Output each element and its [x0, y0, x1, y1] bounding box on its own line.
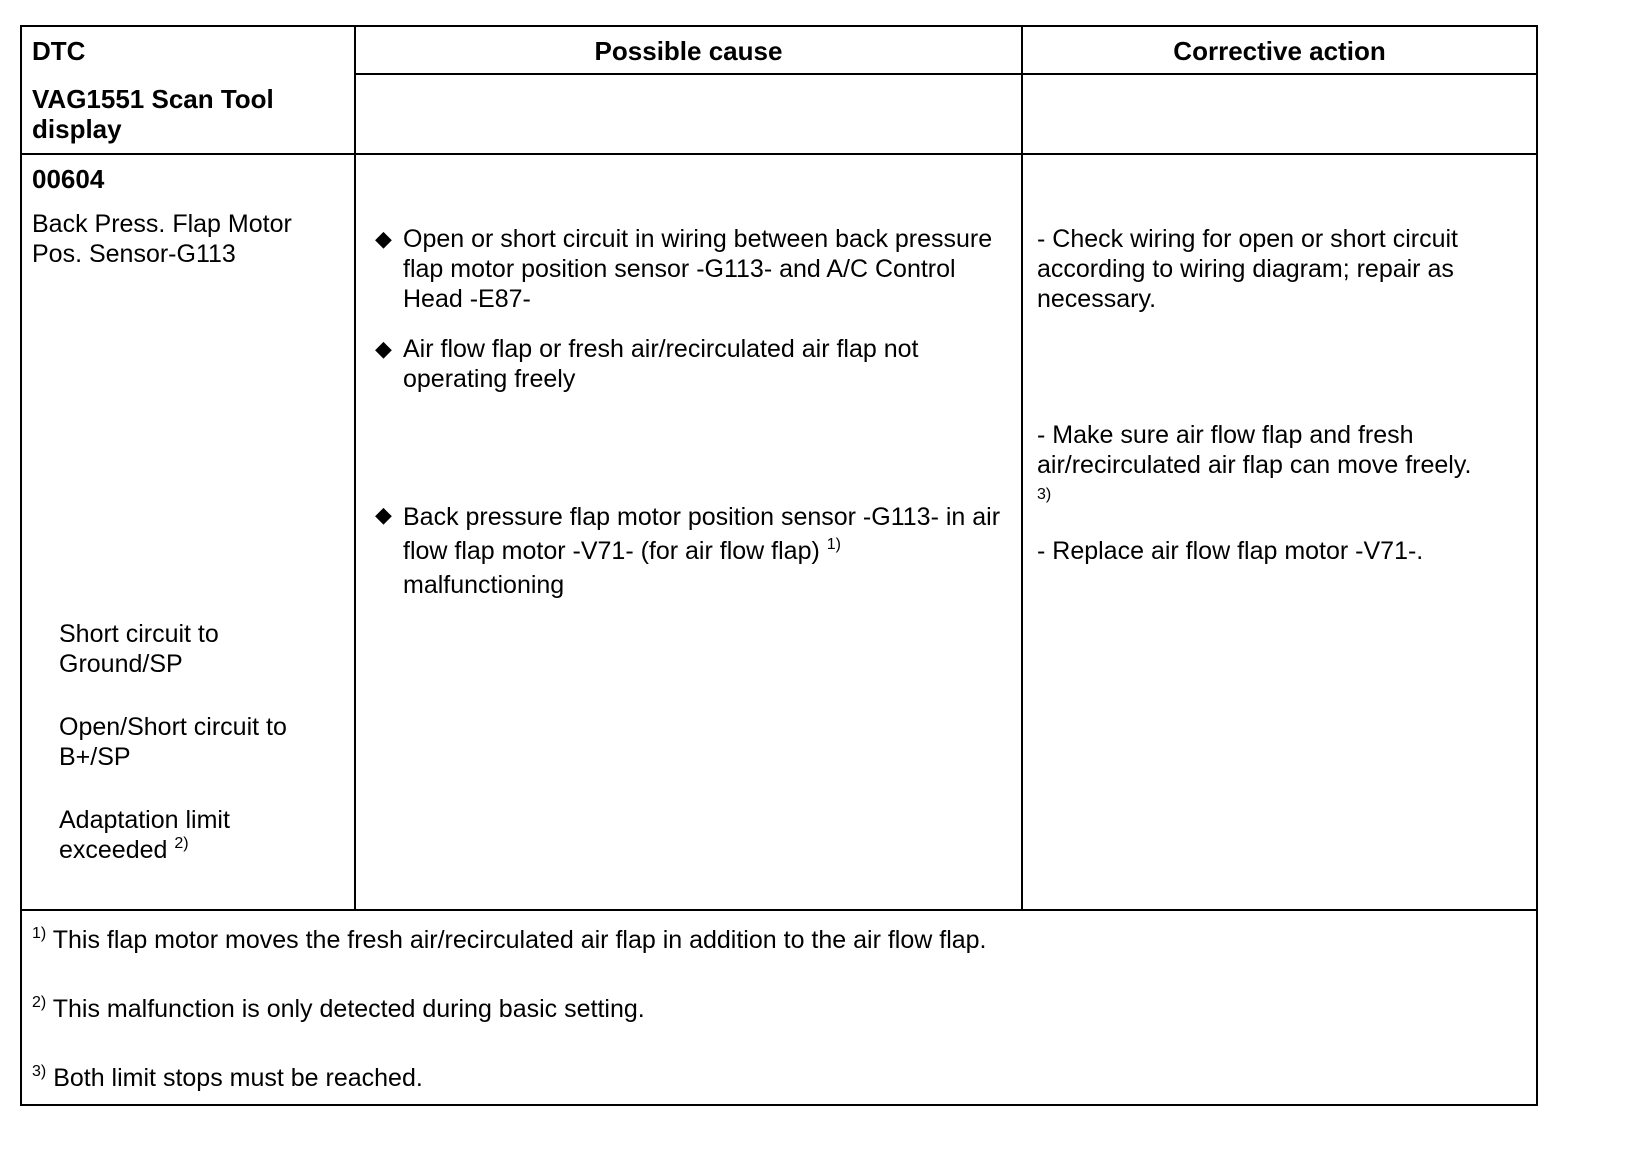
row-divider: [22, 153, 1536, 155]
footnote-mark: 1): [32, 925, 47, 942]
row-divider: [22, 909, 1536, 911]
footnote: [32, 1063, 1522, 1093]
action-text: - Make sure air flow flap and fresh air/recirculated air flap can move freely.: [1037, 421, 1472, 479]
header-possible-cause: Possible cause: [594, 36, 783, 66]
action-item: - Check wiring for open or short circuit according to wiring diagram; repair as necessary.: [1037, 225, 1458, 313]
dtc-condition: Short circuit to Ground/SP: [59, 620, 219, 678]
cause-text-continued: malfunctioning: [403, 571, 565, 599]
dtc-name: Back Press. Flap Motor Pos. Sensor-G113: [32, 210, 292, 268]
cause-item: [375, 334, 1003, 394]
footnote-mark: 2): [32, 994, 47, 1011]
cause-text: Air flow flap or fresh air/recirculated air flap not operating freely: [403, 335, 919, 393]
footnote-mark: 3): [32, 1063, 47, 1080]
column-divider: [354, 27, 356, 909]
action-item: - Replace air flow flap motor -V71-.: [1037, 537, 1424, 565]
footnote-text: This malfunction is only detected during basic setting.: [52, 995, 645, 1023]
dtc-table: [20, 25, 1538, 1106]
action-item: [1037, 420, 1527, 510]
footnote-ref: 3): [1037, 486, 1052, 503]
dtc-condition: [59, 805, 299, 865]
footnote-ref: 1): [826, 536, 841, 553]
diamond-bullet-icon: ◆: [375, 336, 392, 361]
row-divider: [354, 73, 1538, 75]
footnote-text: This flap motor moves the fresh air/recirculated air flap in addition to the air flow flap.: [52, 926, 987, 954]
dtc-condition: Open/Short circuit to B+/SP: [59, 713, 287, 771]
cause-item: [375, 224, 1003, 314]
diamond-bullet-icon: ◆: [375, 502, 392, 527]
cause-text: Open or short circuit in wiring between back pressure flap motor position sensor -G113- and A/C Control Head -E87-: [403, 225, 993, 313]
column-divider: [1021, 27, 1023, 909]
header-corrective-action: Corrective action: [1173, 36, 1386, 66]
cause-item: [375, 500, 1003, 602]
cause-text: Back pressure flap motor position sensor -G113- in air flow flap motor -V71- (for air flow flap): [403, 503, 1001, 565]
footnote-ref: 2): [174, 835, 189, 852]
footnote: [32, 994, 1522, 1024]
dtc-condition-text: Adaptation limit exceeded: [59, 806, 230, 864]
footnote-text: Both limit stops must be reached.: [53, 1064, 423, 1092]
footnote: [32, 925, 1522, 955]
header-scan-tool-display: VAG1551 Scan Tool display: [32, 84, 274, 144]
header-dtc: DTC: [32, 36, 86, 66]
diamond-bullet-icon: ◆: [375, 226, 392, 251]
dtc-code: 00604: [32, 164, 105, 194]
